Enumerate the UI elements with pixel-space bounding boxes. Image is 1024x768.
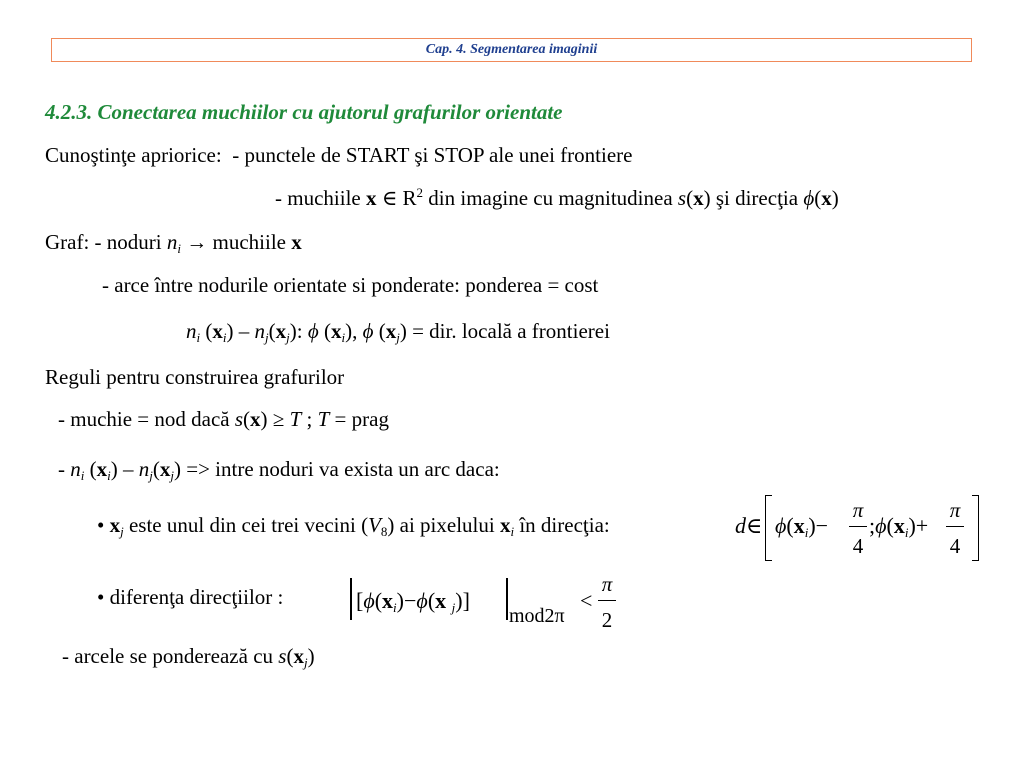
denominator: 2: [601, 608, 613, 632]
direction-difference-text: diferenţa direcţiilor :: [109, 585, 284, 609]
var-x: x: [159, 457, 171, 481]
semicolon: ;: [869, 513, 876, 538]
var-n: n: [70, 457, 81, 481]
neighbor-text: este unul din cei trei vecini (: [128, 513, 369, 537]
phi-symbol: ϕ: [363, 588, 375, 613]
left-bracket: [765, 495, 772, 561]
set-R: R: [402, 186, 417, 210]
subscript-i: i: [804, 525, 809, 540]
pi-symbol: π: [949, 498, 961, 522]
arc-condition-line: - $n_i$ $(x_i) - n_j(x_j)$ => intre noduri va exista un arc daca:: [58, 457, 500, 483]
var-s: s: [278, 644, 287, 668]
slide-header: [51, 38, 972, 62]
subscript-j: j: [170, 468, 174, 483]
left-bracket: [: [356, 588, 364, 613]
var-s: s: [234, 407, 244, 431]
var-x: x: [382, 588, 394, 613]
subscript-i: i: [393, 600, 397, 615]
var-x: x: [330, 319, 342, 343]
var-x: x: [96, 457, 108, 481]
var-x: x: [212, 319, 223, 343]
element-of-symbol: ∈: [381, 186, 398, 210]
section-title: 4.2.3. Conectarea muchiilor cu ajutorul grafurilor orientate: [45, 100, 563, 124]
phi-symbol: ϕ: [416, 588, 428, 613]
element-of-symbol: ∈: [746, 513, 763, 538]
phi-symbol: ϕ: [775, 513, 787, 538]
edge-rule-line: - muchie = nod dacă s(x) ≥ T ; T = prag: [58, 407, 389, 431]
ge-symbol: ≥: [272, 407, 285, 431]
phi-symbol: ϕ: [875, 513, 887, 538]
var-x: x: [293, 644, 304, 668]
magnitude-text: din imagine cu magnitudinea: [428, 186, 673, 210]
dash: -: [58, 457, 65, 481]
subscript-i: i: [80, 468, 85, 483]
dash: –: [238, 319, 250, 343]
var-d: d: [735, 513, 746, 538]
var-x: x: [365, 186, 377, 210]
subscript-j: j: [396, 330, 400, 345]
fraction-bar: [946, 526, 964, 527]
right-bracket: ]: [462, 588, 470, 613]
arc-weight-text: - arcele se ponderează cu: [62, 644, 274, 668]
var-x: x: [385, 319, 397, 343]
arrow-icon: →: [186, 230, 208, 254]
minus-symbol: −: [404, 588, 417, 613]
subscript-i: i: [177, 241, 182, 256]
var-x: x: [109, 513, 121, 537]
bullet-icon: •: [97, 585, 105, 609]
pi-symbol: π: [852, 498, 864, 522]
direction-text: şi direcţia: [715, 186, 799, 210]
subscript-i: i: [196, 330, 201, 345]
plus-symbol: +: [915, 513, 929, 538]
subscript-j: j: [451, 600, 456, 615]
arc-condition-text: => intre noduri va exista un arc daca:: [186, 457, 500, 481]
denominator: 4: [852, 534, 864, 558]
subscript-i: i: [904, 525, 909, 540]
subscript-8: 8: [380, 524, 388, 539]
subscript-j: j: [149, 468, 153, 483]
minus-symbol: −: [815, 513, 829, 538]
mod-2pi: mod2π: [509, 605, 565, 627]
edge-rule-text: - muchie = nod dacă: [58, 407, 230, 431]
phi-symbol: ϕ: [362, 319, 374, 343]
var-x: x: [291, 230, 302, 254]
right-bracket: [972, 495, 979, 561]
pi-symbol: π: [601, 572, 613, 596]
phi-symbol: ϕ: [307, 319, 319, 343]
arc-weight-line: - arcele se ponderează cu $s(x_j)$: [62, 644, 315, 670]
edges-word: muchiile: [212, 230, 286, 254]
var-n: n: [254, 319, 265, 343]
bullet-icon: •: [97, 513, 105, 537]
var-n: n: [186, 319, 197, 343]
set-R-exponent: 2: [416, 185, 424, 200]
var-T: T: [317, 407, 330, 431]
direction-text: în direcţia:: [519, 513, 610, 537]
subscript-i: i: [341, 330, 346, 345]
var-s: s: [677, 186, 687, 210]
local-direction-text: = dir. locală a frontierei: [412, 319, 610, 343]
var-x: x: [499, 513, 511, 537]
var-T: T: [289, 407, 302, 431]
subscript-j: j: [265, 330, 269, 345]
dash: –: [123, 457, 134, 481]
pixel-text: ) ai pixelului: [387, 513, 495, 537]
abs-bar-right: [506, 578, 508, 620]
var-x: x: [793, 513, 805, 538]
edges-text: - muchiile: [275, 186, 361, 210]
fraction-bar: [849, 526, 867, 527]
direction-difference-line: [97, 587, 283, 608]
subscript-j: j: [286, 330, 290, 345]
denominator: 4: [949, 534, 961, 558]
subscript-j: j: [303, 655, 308, 670]
header-title: Cap. 4. Segmentarea imaginii: [425, 42, 598, 57]
var-x: x: [821, 186, 832, 210]
var-x: x: [275, 319, 287, 343]
prior-knowledge-line: [45, 145, 632, 166]
start-stop-text: - punctele de START şi STOP ale unei frontiere: [232, 143, 633, 167]
rules-heading: Reguli pentru construirea grafurilor: [45, 365, 345, 389]
prior-knowledge-label: Cunoştinţe apriorice:: [45, 143, 222, 167]
var-x: x: [250, 407, 261, 431]
edges-line: - muchiile x ∈ $R^2$ din imagine cu magnitudinea s(x) şi direcţia ϕ(x): [275, 185, 839, 210]
var-x: x: [435, 588, 447, 613]
var-V: V: [368, 513, 381, 537]
subscript-j: j: [120, 524, 124, 539]
graph-nodes-line: [45, 230, 302, 256]
less-than-symbol: <: [580, 588, 593, 613]
var-n: n: [138, 457, 150, 481]
arcs-line: - arce între nodurile orientate si ponderate: ponderea = cost: [102, 273, 599, 297]
graph-nodes-text: Graf: - noduri: [45, 230, 162, 254]
threshold-text: = prag: [334, 407, 389, 431]
neighbor-condition-line: [97, 513, 610, 539]
var-n: n: [166, 230, 178, 254]
var-x: x: [693, 186, 704, 210]
fraction-bar: [598, 600, 616, 601]
var-x: x: [893, 513, 905, 538]
node-direction-line: $n_i$ $(x_i) - n_j(x_j)$: ϕ $(x_i)$, ϕ $(x_j)$ = dir. locală a frontierei: [186, 319, 610, 345]
subscript-i: i: [510, 524, 515, 539]
subscript-i: i: [222, 330, 227, 345]
subscript-i: i: [107, 468, 111, 483]
abs-bar-left: [350, 578, 352, 620]
phi-symbol: ϕ: [803, 186, 815, 210]
